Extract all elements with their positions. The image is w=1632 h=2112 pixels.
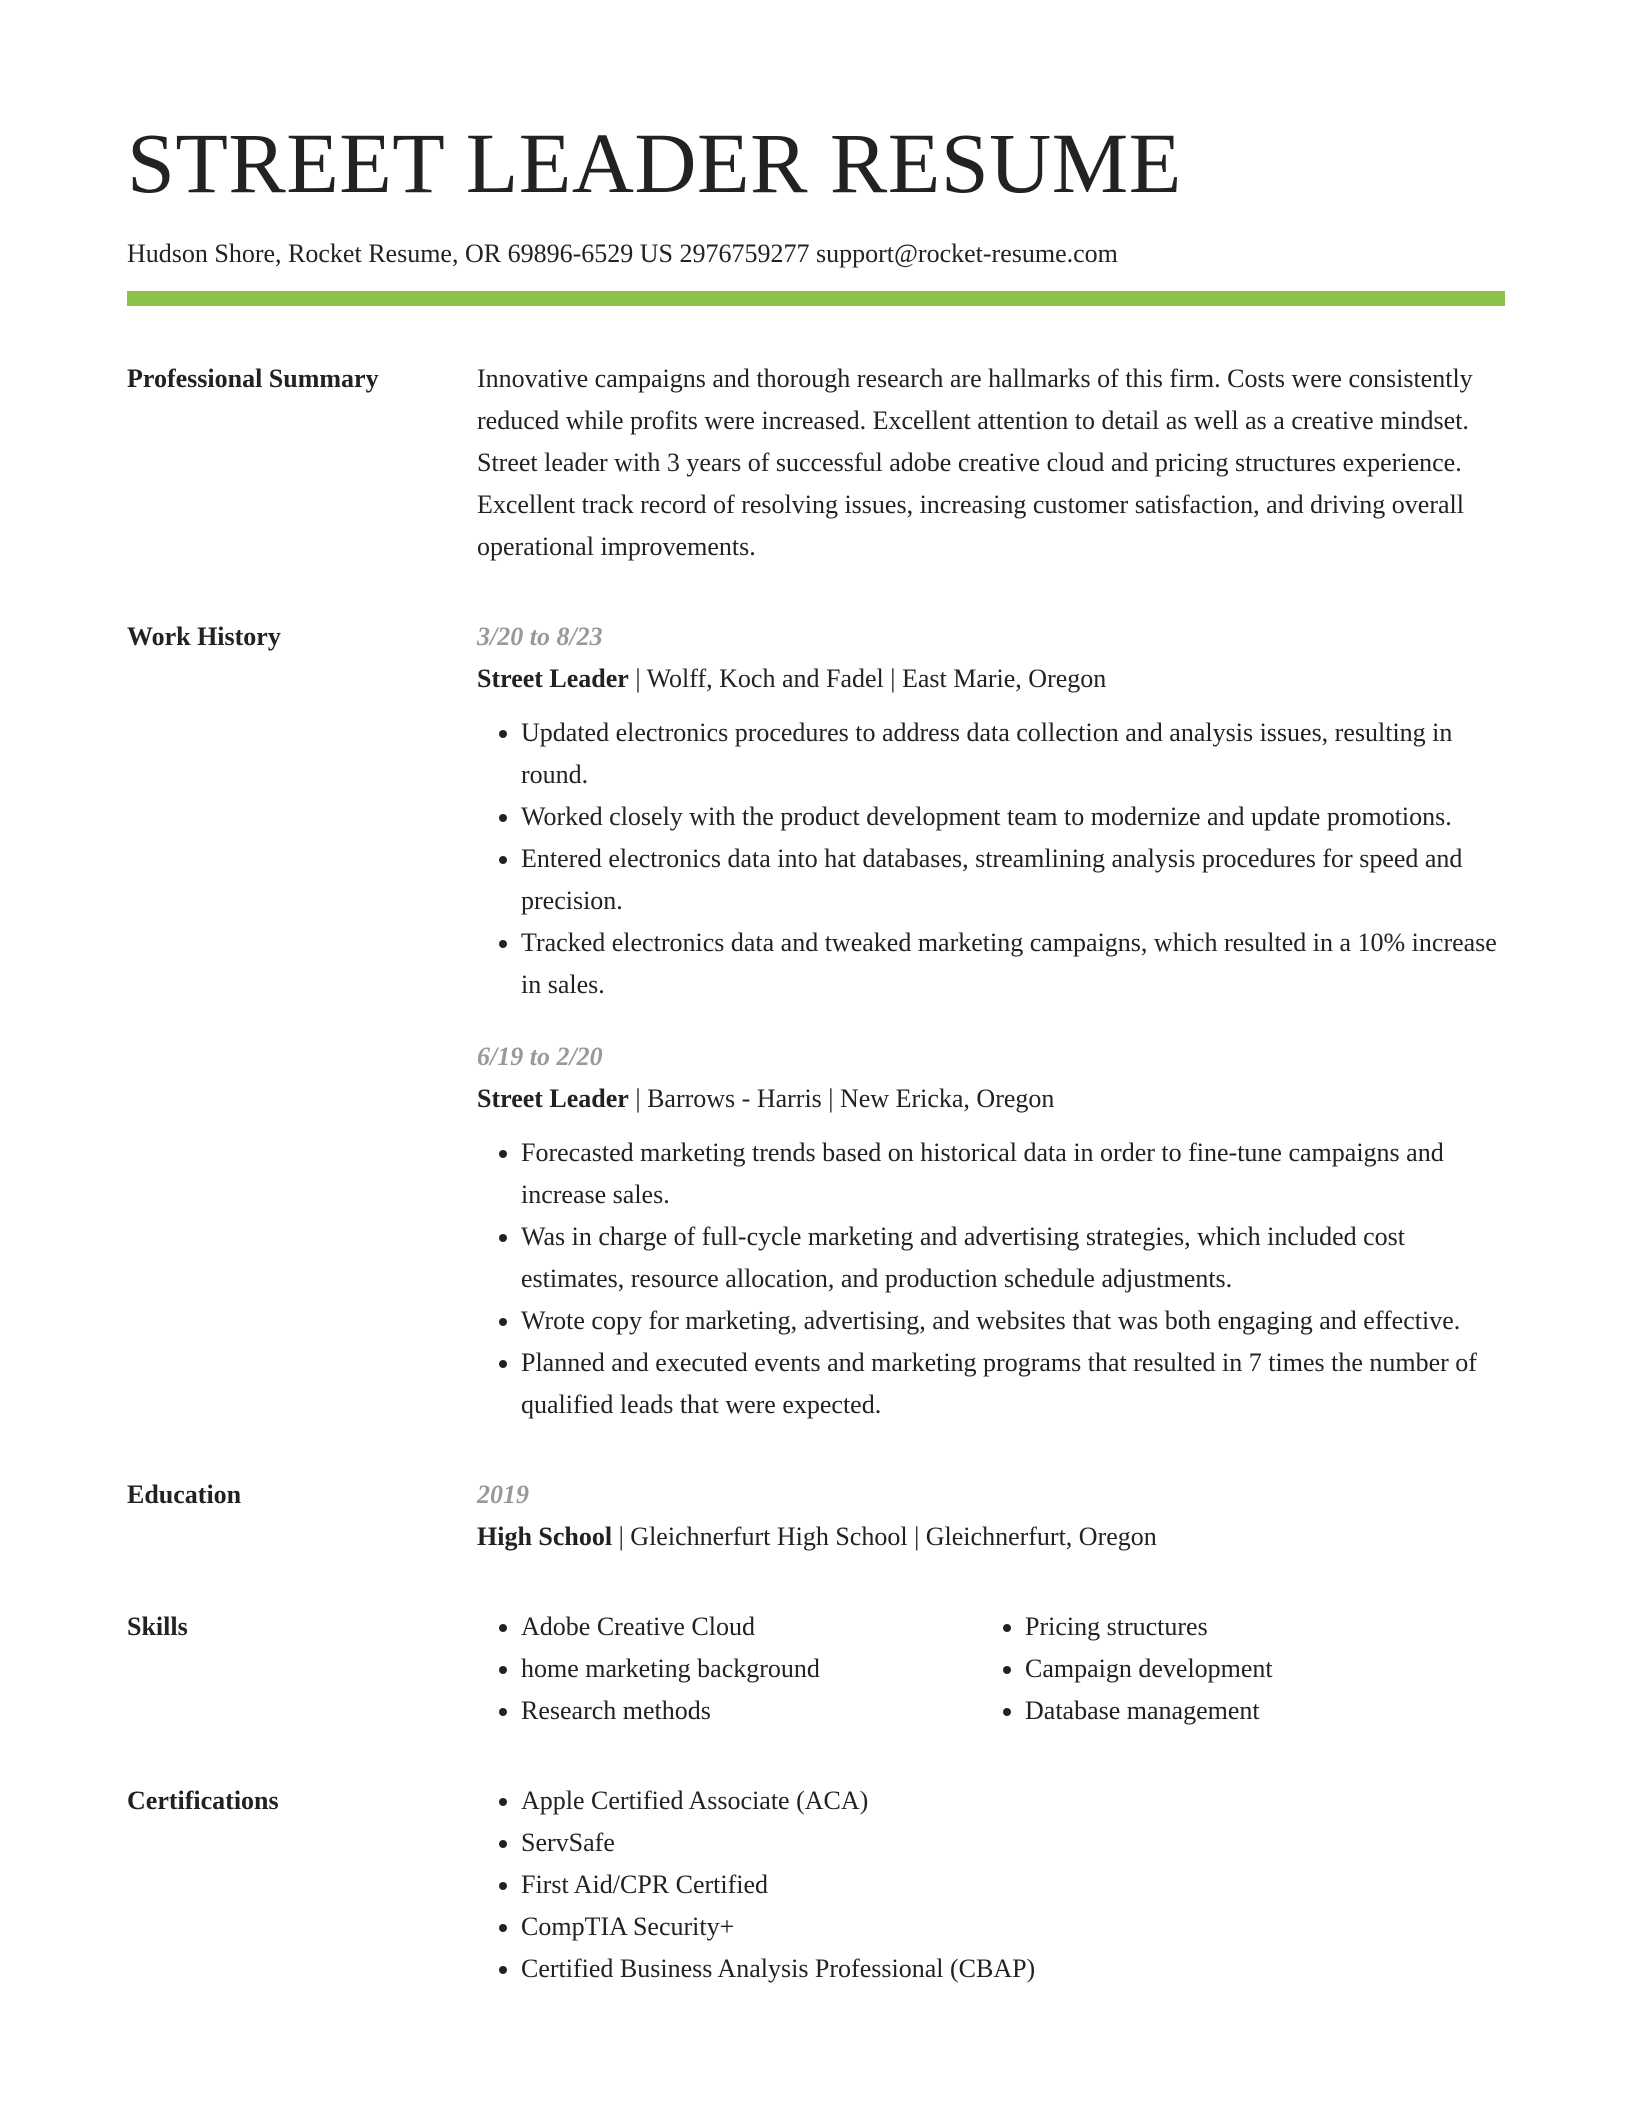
education-year: 2019: [477, 1480, 529, 1510]
list-item: • Was in charge of full-cycle marketing and advertising strategies, which included cost estimates, resource allocation, and production schedule adjustments.: [521, 1216, 1505, 1300]
job-dates: 3/20 to 8/23: [477, 622, 603, 652]
education-degree: High School: [477, 1522, 613, 1552]
work-history-section: [127, 616, 1505, 1426]
job-dates: 6/19 to 2/20: [477, 1042, 603, 1072]
job-role-line: [477, 1078, 1505, 1120]
list-item: • ServSafe: [521, 1822, 1505, 1864]
list-item: • Adobe Creative Cloud: [521, 1606, 981, 1648]
job-entry: [477, 1036, 1505, 1426]
list-item: • CompTIA Security+: [521, 1906, 1505, 1948]
summary-section: [127, 358, 1505, 568]
list-item: • Planned and executed events and marketing programs that resulted in 7 times the number of qualified leads that were expected.: [521, 1342, 1505, 1426]
list-item: • Entered electronics data into hat databases, streamlining analysis procedures for speed and precision.: [521, 838, 1505, 922]
list-item: • Updated electronics procedures to address data collection and analysis issues, resulting in round.: [521, 712, 1505, 796]
skills-list: [477, 1606, 981, 1732]
job-details: | Wolff, Koch and Fadel | East Marie, Oregon: [628, 664, 1107, 694]
list-item: • Forecasted marketing trends based on historical data in order to fine-tune campaigns and increase sales.: [521, 1132, 1505, 1216]
section-body: [477, 616, 1505, 1426]
list-item: • Pricing structures: [1025, 1606, 1485, 1648]
job-bullets: [477, 712, 1505, 1006]
certifications-list: [477, 1780, 1505, 1990]
education-details: | Gleichnerfurt High School | Gleichnerfurt, Oregon: [612, 1522, 1157, 1552]
list-item: • home marketing background: [521, 1648, 981, 1690]
list-item: • Apple Certified Associate (ACA): [521, 1780, 1505, 1822]
list-item: • Certified Business Analysis Professional (CBAP): [521, 1948, 1505, 1990]
job-role-line: [477, 658, 1505, 700]
resume-title: STREET LEADER RESUME: [127, 115, 1182, 211]
section-body: [477, 358, 1505, 568]
job-title: Street Leader: [477, 664, 629, 694]
list-item: • Campaign development: [1025, 1648, 1485, 1690]
job-title: Street Leader: [477, 1084, 629, 1114]
summary-text: Innovative campaigns and thorough research are hallmarks of this firm. Costs were consistently reduced while profits were increased. Excellent attention to detail as well as a creative mindset. Street leader with 3 years of successful adobe creative cloud and pricing structures experience. Excellent track record of resolving issues, increasing customer satisfaction, and driving overall operational improvements.: [477, 364, 1473, 562]
contact-line: Hudson Shore, Rocket Resume, OR 69896-6529 US 2976759277 support@rocket-resume.com: [127, 239, 1118, 268]
section-label: Certifications: [127, 1786, 279, 1816]
list-item: • Research methods: [521, 1690, 981, 1732]
list-item: • Tracked electronics data and tweaked marketing campaigns, which resulted in a 10% increase in sales.: [521, 922, 1505, 1006]
skills-columns: [477, 1606, 1505, 1732]
certifications-section: [127, 1780, 1505, 1990]
list-item: • Database management: [1025, 1690, 1485, 1732]
job-bullets: [477, 1132, 1505, 1426]
section-label: Professional Summary: [127, 364, 379, 394]
job-details: | Barrows - Harris | New Ericka, Oregon: [628, 1084, 1055, 1114]
section-label: Education: [127, 1480, 242, 1510]
education-line: [477, 1516, 1505, 1558]
skills-section: [127, 1606, 1505, 1732]
accent-divider: [127, 291, 1505, 306]
list-item: • First Aid/CPR Certified: [521, 1864, 1505, 1906]
skills-list: [981, 1606, 1485, 1732]
section-label: Skills: [127, 1612, 188, 1642]
education-section: [127, 1474, 1505, 1558]
job-entry: [477, 616, 1505, 1006]
section-body: [477, 1606, 1505, 1732]
section-body: [477, 1474, 1505, 1558]
section-body: [477, 1780, 1505, 1990]
list-item: • Wrote copy for marketing, advertising, and websites that was both engaging and effective.: [521, 1300, 1505, 1342]
list-item: • Worked closely with the product development team to modernize and update promotions.: [521, 796, 1505, 838]
section-label: Work History: [127, 622, 281, 652]
